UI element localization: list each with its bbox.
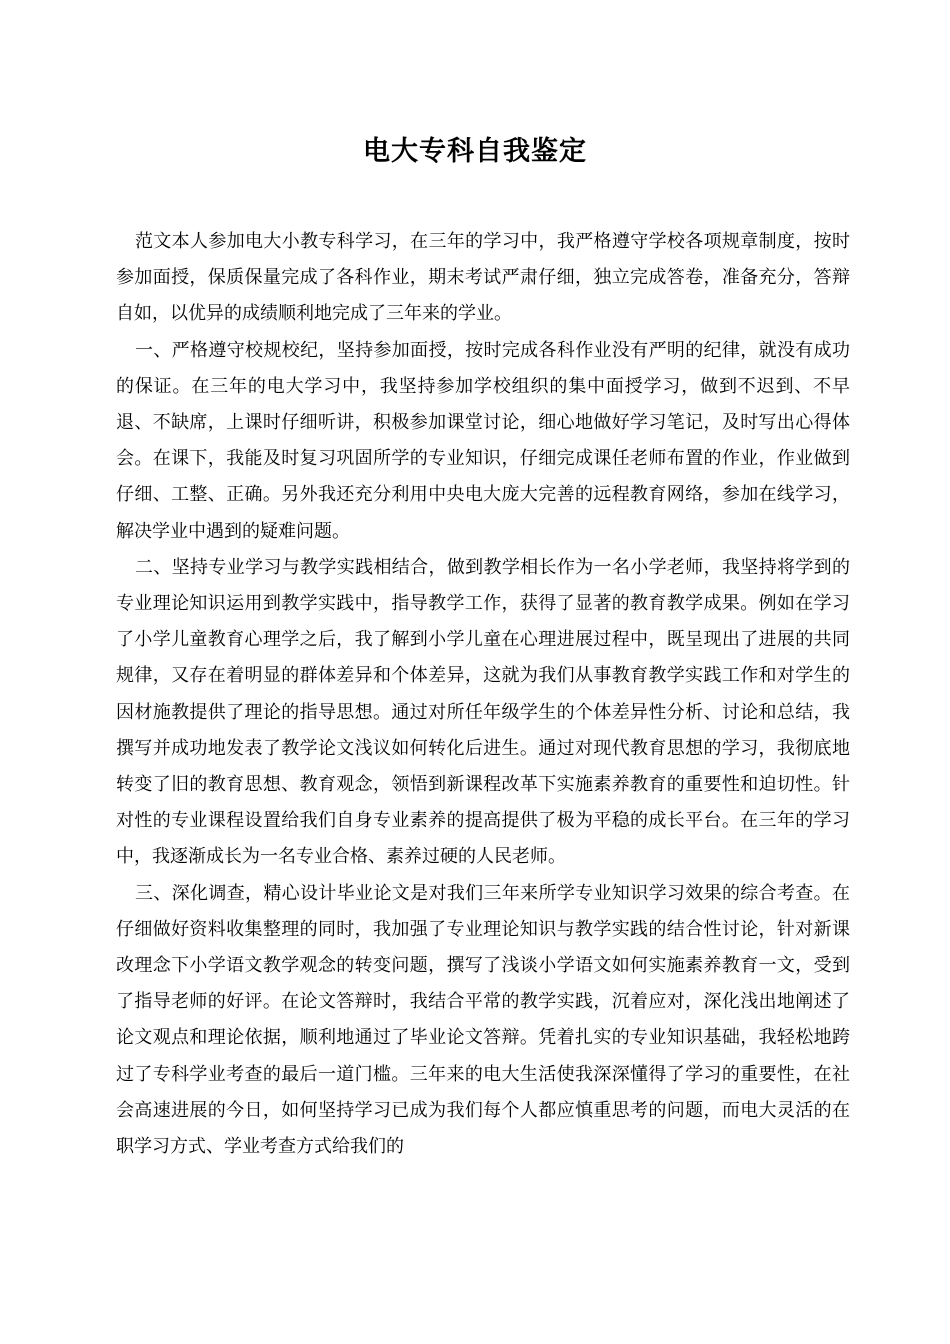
document-body <box>116 224 850 1165</box>
paragraph-intro: 范文本人参加电大小教专科学习，在三年的学习中，我严格遵守学校各项规章制度，按时参加面授，保质保量完成了各科作业，期末考试严肃仔细，独立完成答卷，准备充分，答辩自如，以优异的成绩顺利地完成了三年来的学业。 <box>116 231 850 325</box>
paragraph-section-3: 三、深化调查，精心设计毕业论文是对我们三年来所学专业知识学习效果的综合考查。在仔细做好资料收集整理的同时，我加强了专业理论知识与教学实践的结合性讨论，针对新课改理念下小学语文教学观念的转变问题，撰写了浅谈小学语文如何实施素养教育一文，受到了指导老师的好评。在论文答辩时，我结合平常的教学实践，沉着应对，深化浅出地阐述了论文观点和理论依据，顺利地通过了毕业论文答辩。凭着扎实的专业知识基础，我轻松地跨过了专科学业考查的最后一道门槛。三年来的电大生活使我深深懂得了学习的重要性，在社会高速进展的今日，如何坚持学习已成为我们每个人都应慎重思考的问题，而电大灵活的在职学习方式、学业考查方式给我们的 <box>116 882 850 1158</box>
paragraph-section-2: 二、坚持专业学习与教学实践相结合，做到教学相长作为一名小学老师，我坚持将学到的专业理论知识运用到教学实践中，指导教学工作，获得了显著的教育教学成果。例如在学习了小学儿童教育心理学之后，我了解到小学儿童在心理进展过程中，既呈现出了进展的共同规律，又存在着明显的群体差异和个体差异，这就为我们从事教育教学实践工作和对学生的因材施教提供了理论的指导思想。通过对所任年级学生的个体差异性分析、讨论和总结，我撰写并成功地发表了教学论文浅议如何转化后进生。通过对现代教育思想的学习，我彻底地转变了旧的教育思想、教育观念，领悟到新课程改革下实施素养教育的重要性和迫切性。针对性的专业课程设置给我们自身专业素养的提高提供了极为平稳的成长平台。在三年的学习中，我逐渐成长为一名专业合格、素养过硬的人民老师。 <box>116 556 850 868</box>
document-title: 电大专科自我鉴定 <box>363 136 587 167</box>
paragraph-section-1: 一、严格遵守校规校纪，坚持参加面授，按时完成各科作业没有严明的纪律，就没有成功的保证。在三年的电大学习中，我坚持参加学校组织的集中面授学习，做到不迟到、不早退、不缺席，上课时仔细听讲，积极参加课堂讨论，细心地做好学习笔记，及时写出心得体会。在课下，我能及时复习巩固所学的专业知识，仔细完成课任老师布置的作业，作业做到仔细、工整、正确。另外我还充分利用中央电大庞大完善的远程教育网络，参加在线学习，解决学业中遇到的疑难问题。 <box>116 339 850 542</box>
